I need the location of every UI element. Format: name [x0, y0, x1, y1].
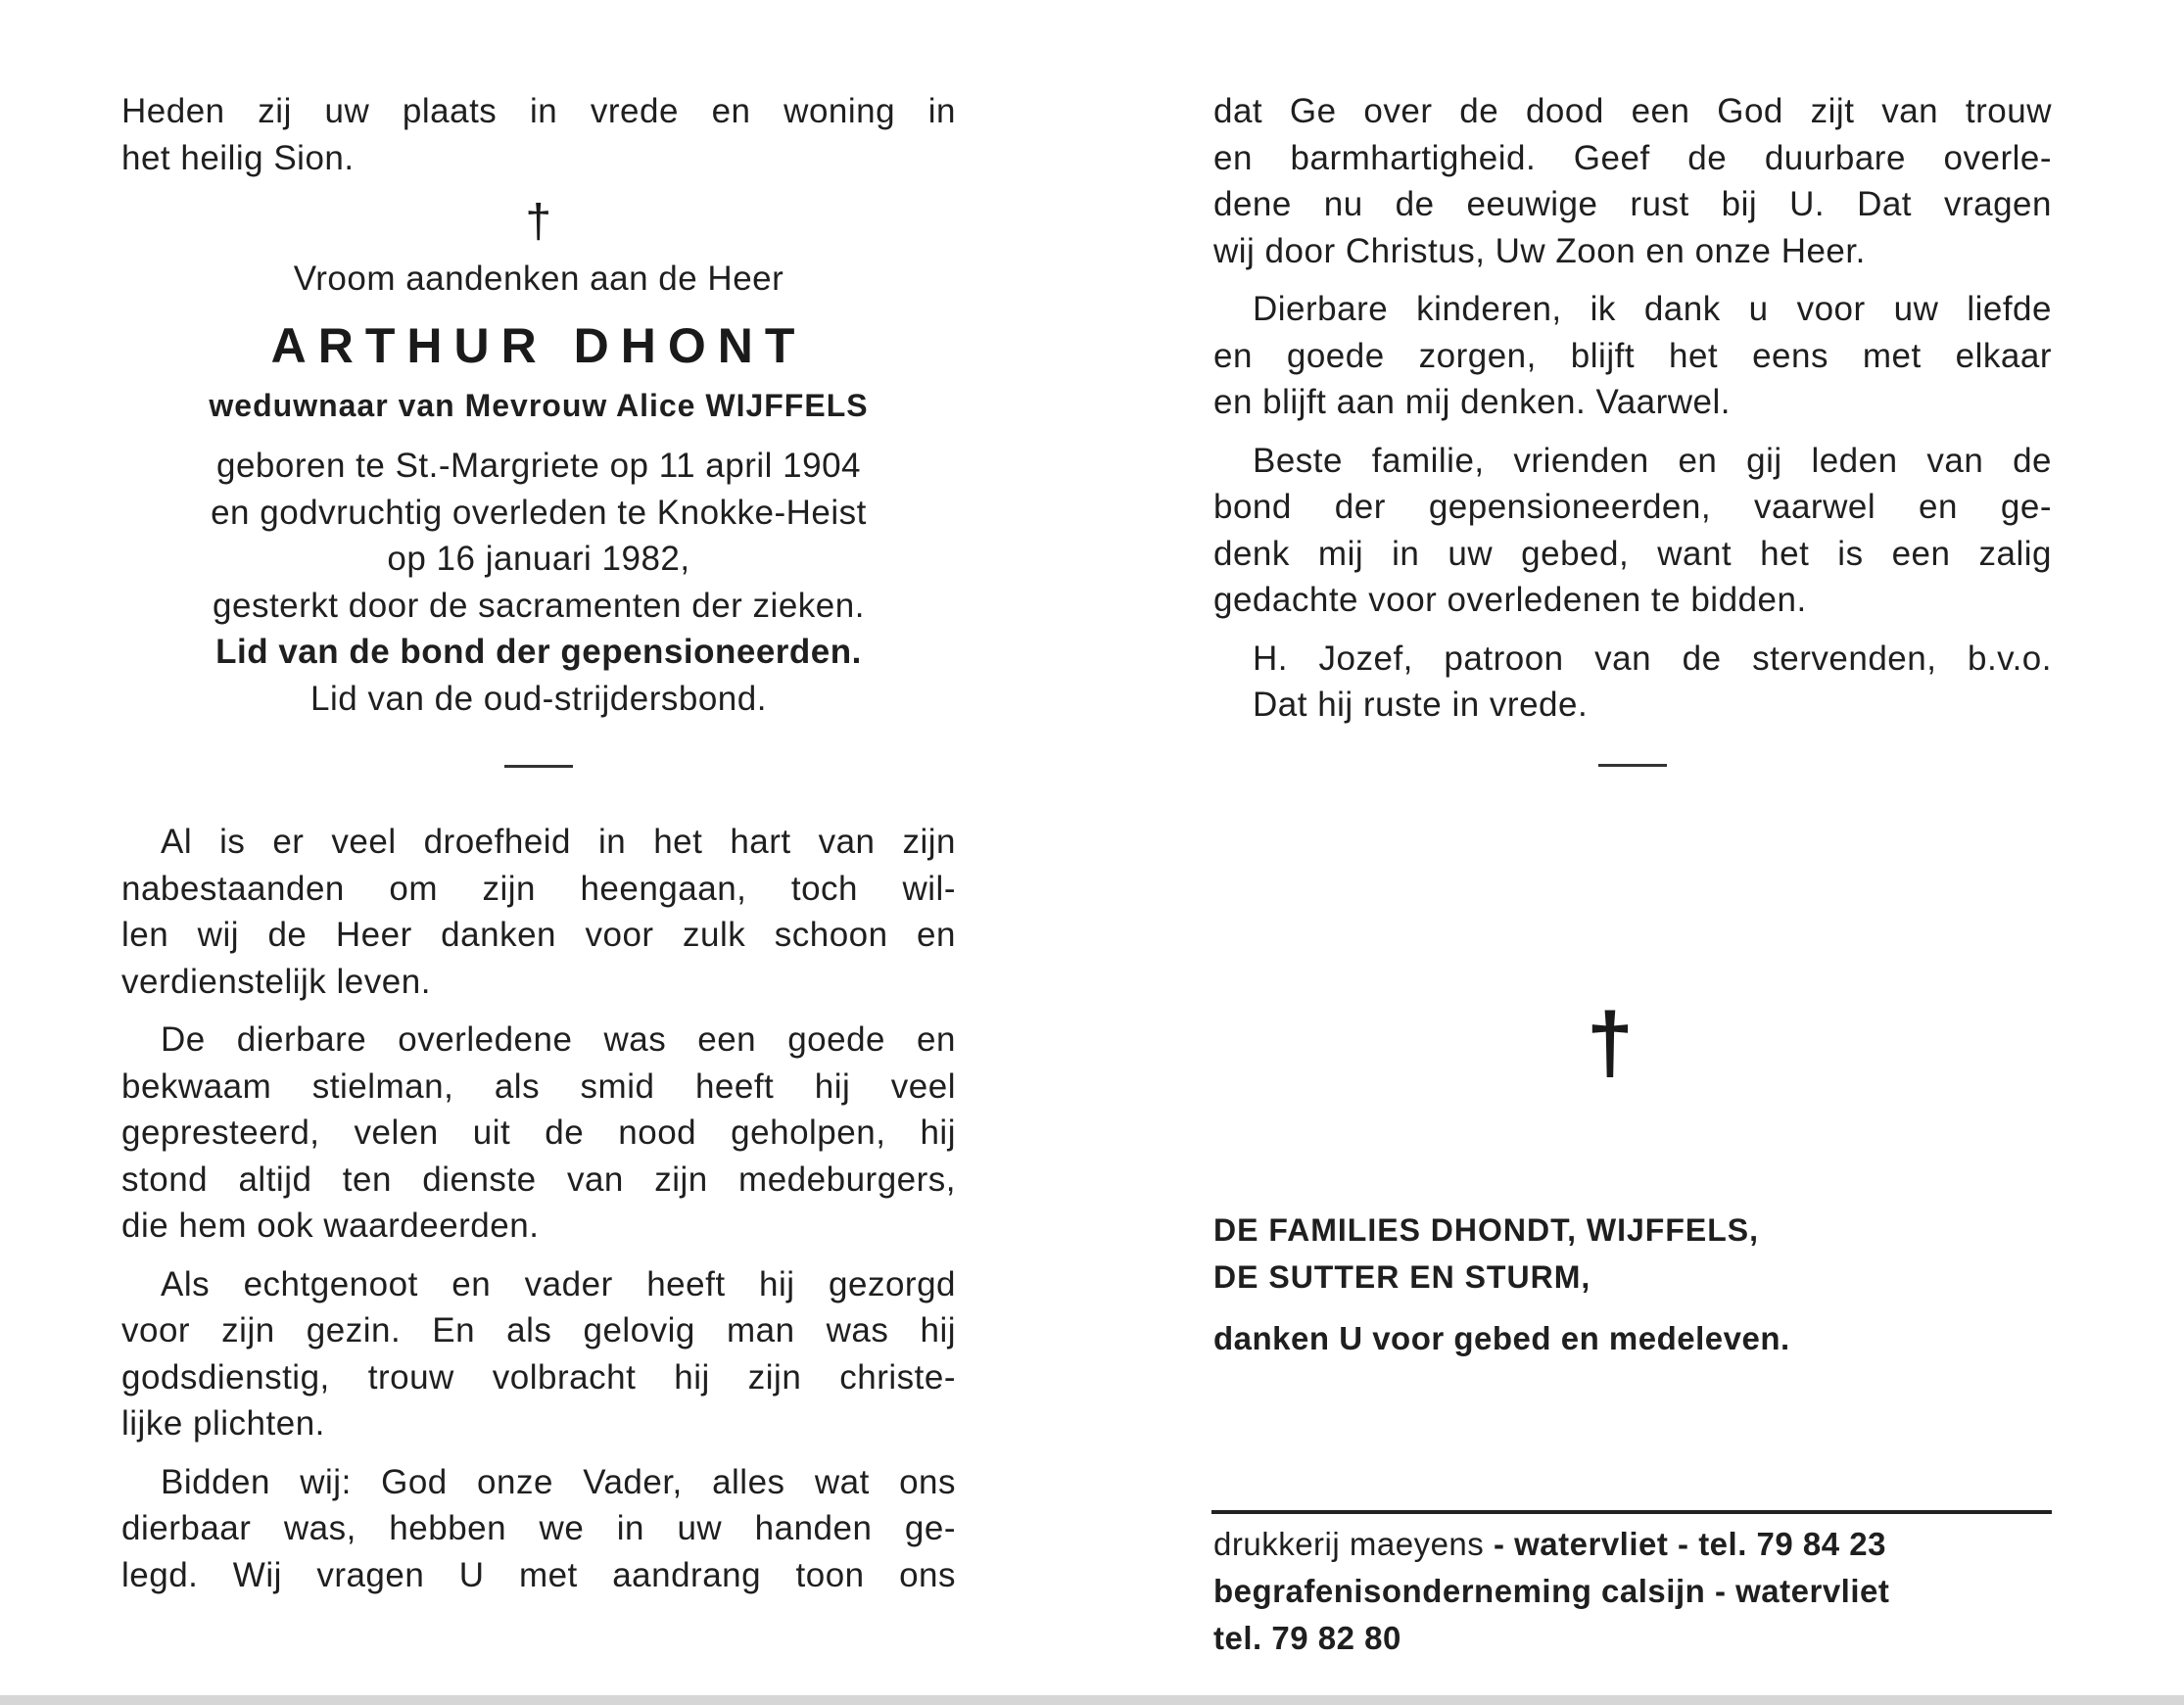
left-paragraph-2 — [121, 1017, 956, 1250]
families-line-2: DE SUTTER EN STURM, — [1213, 1259, 1591, 1295]
text-line: gepresteerd, velen uit de nood geholpen, hij — [121, 1113, 956, 1152]
text-line: legd. Wij vragen U met aandrang toon ons — [121, 1555, 956, 1594]
text-line: De dierbare overledene was een goede en — [161, 1020, 956, 1059]
right-paragraph-2 — [1213, 286, 2052, 426]
death-line: en godvruchtig overleden te Knokke-Heist — [211, 493, 867, 532]
text-line: godsdienstig, trouw volbracht hij zijn christe- — [121, 1357, 956, 1397]
text-line: voor zijn gezin. En als gelovig man was hij — [121, 1311, 956, 1350]
text-line: bekwaam stielman, als smid heeft hij veel — [121, 1066, 956, 1106]
small-cross-icon: † — [525, 196, 552, 248]
undertaker-name: begrafenisonderneming calsijn — [1213, 1573, 1706, 1609]
separator-dash — [504, 765, 573, 768]
text-line: dierbaar was, hebben we in uw handen ge- — [121, 1509, 956, 1547]
text-line: verdienstelijk leven. — [121, 962, 431, 1001]
separator: - — [1668, 1526, 1699, 1562]
deceased-name: ARTHUR DHONT — [270, 317, 807, 373]
text-line: gedachte voor overledenen te bidden. — [1213, 581, 1807, 619]
text-line: H. Jozef, patroon van de stervenden, b.v.o. — [1253, 639, 2052, 678]
text-line: dene nu de eeuwige rust bij U. Dat vragen — [1213, 185, 2052, 223]
membership-line-2: Lid van de oud-strijdersbond. — [310, 679, 767, 718]
right-paragraph-1 — [1213, 88, 2052, 274]
footer-rule — [1211, 1510, 2052, 1514]
text-line: nabestaanden om zijn heengaan, toch wil- — [121, 869, 956, 908]
membership-line-1: Lid van de bond der gepensioneerden. — [215, 633, 862, 671]
text-line: Als echtgenoot en vader heeft hij gezorgd — [161, 1264, 956, 1303]
left-column — [121, 88, 956, 1598]
separator: - — [1705, 1573, 1736, 1609]
text-line: en blijft aan mij denken. Vaarwel. — [1213, 383, 1732, 421]
right-column — [1213, 88, 2052, 767]
separator-dash — [1598, 764, 1667, 767]
families-block — [1213, 1207, 2095, 1301]
printer-tel: tel. 79 84 23 — [1698, 1526, 1886, 1562]
separator: - — [1484, 1526, 1515, 1562]
text-line: Al is er veel droefheid in het hart van zijn — [161, 823, 956, 861]
text-line: len wij de Heer danken voor zulk schoon en — [121, 916, 956, 954]
text-line: en goede zorgen, blijft het eens met elkaar — [1213, 336, 2052, 375]
text-line: die hem ook waardeerden. — [121, 1207, 540, 1245]
text-line: wij door Christus, Uw Zoon en onze Heer. — [1213, 231, 1866, 270]
text-line: Dat hij ruste in vrede. — [1253, 686, 1589, 724]
families-line-1: DE FAMILIES DHONDT, WIJFFELS, — [1213, 1212, 1760, 1248]
intro-line-2: het heilig Sion. — [121, 138, 355, 177]
sacraments-line: gesterkt door de sacramenten der zieken. — [213, 586, 865, 625]
widower-line: weduwnaar van Mevrouw Alice WIJFFELS — [209, 387, 869, 423]
printer-place: watervliet — [1514, 1526, 1669, 1562]
text-line: dat Ge over de dood een God zijt van trouw — [1213, 92, 2052, 130]
right-paragraph-4 — [1213, 636, 2052, 729]
left-paragraph-4 — [121, 1459, 956, 1599]
undertaker-place: watervliet — [1735, 1573, 1890, 1609]
printer-line-2 — [1213, 1568, 2056, 1615]
large-cross-icon: † — [1587, 996, 1634, 1090]
intro-line-1: Heden zij uw plaats in vrede en woning in — [121, 92, 956, 130]
text-line: Beste familie, vrienden en gij leden van de — [1253, 441, 2052, 480]
birth-line: geboren te St.-Margriete op 11 april 1904 — [215, 447, 862, 485]
thanks-line: danken U voor gebed en medeleven. — [1213, 1320, 1790, 1356]
text-line: lijke plichten. — [121, 1404, 325, 1443]
text-line: stond altijd ten dienste van zijn medeburgers, — [121, 1160, 956, 1199]
text-line: en barmhartigheid. Geef de duurbare overle- — [1213, 138, 2052, 177]
left-paragraph-1 — [121, 819, 956, 1005]
text-line: Bidden wij: God onze Vader, alles wat ons — [161, 1462, 956, 1501]
left-paragraph-3 — [121, 1261, 956, 1447]
memory-line: Vroom aandenken aan de Heer — [293, 260, 784, 298]
text-line: denk mij in uw gebed, want het is een zalig — [1213, 534, 2052, 573]
card-bottom-edge — [0, 1695, 2184, 1705]
printer-name: drukkerij maeyens — [1213, 1526, 1485, 1562]
text-line: bond der gepensioneerden, vaarwel en ge- — [1213, 488, 2052, 526]
death-date-line: op 16 januari 1982, — [387, 540, 690, 578]
printer-block — [1213, 1521, 2056, 1662]
printer-line-1 — [1213, 1521, 2056, 1568]
text-line: Dierbare kinderen, ik dank u voor uw liefde — [1253, 290, 2052, 328]
right-paragraph-3 — [1213, 438, 2052, 624]
undertaker-tel: tel. 79 82 80 — [1213, 1620, 1401, 1656]
